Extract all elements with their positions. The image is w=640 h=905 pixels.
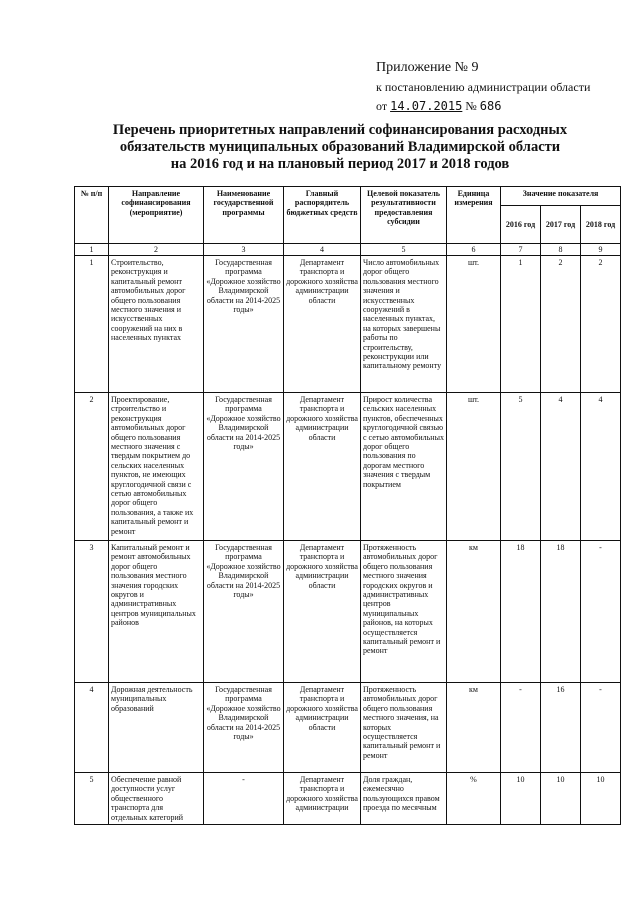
- resolution-number: 686: [479, 99, 502, 113]
- row-program: Государственная программа «Дорожное хозяйство Владимирской области на 2014-2025 годы»: [204, 683, 284, 773]
- header-year-2017: 2017 год: [541, 206, 581, 244]
- number-prefix: №: [465, 99, 477, 113]
- resolution-date: 14.07.2015: [390, 99, 463, 113]
- row-value-2016: 1: [501, 256, 541, 393]
- row-unit: шт.: [447, 256, 501, 393]
- row-unit: км: [447, 683, 501, 773]
- header-num: № п/п: [75, 187, 109, 244]
- row-direction: Строительство, реконструкция и капитальный ремонт автомобильных дорог общего пользования местного значения и искусственных сооружений на них в населенных пунктах: [109, 256, 204, 393]
- row-value-2018: -: [581, 683, 621, 773]
- row-value-2017: 16: [541, 683, 581, 773]
- row-manager: Департамент транспорта и дорожного хозяйства администрации области: [284, 683, 361, 773]
- column-number: 4: [284, 244, 361, 256]
- row-indicator: Протяженность автомобильных дорог общего пользования местного значения, на которых осуществляется капитальный ремонт и ремонт: [361, 683, 447, 773]
- row-indicator: Прирост количества сельских населенных пунктов, обеспеченных круглогодичной связью с сетью автомобильных дорог общего пользования по дорогам местного значения с твердым покрытием: [361, 393, 447, 541]
- row-program: Государственная программа «Дорожное хозяйство Владимирской области на 2014-2025 годы»: [204, 541, 284, 683]
- row-value-2016: 18: [501, 541, 541, 683]
- header-direction: Направление софинансирования (мероприятие): [109, 187, 204, 244]
- column-number: 3: [204, 244, 284, 256]
- row-manager: Департамент транспорта и дорожного хозяйства администрации: [284, 773, 361, 825]
- row-value-2016: 10: [501, 773, 541, 825]
- row-program: Государственная программа «Дорожное хозяйство Владимирской области на 2014-2025 годы»: [204, 256, 284, 393]
- title-line-2: обязательств муниципальных образований Владимирской области: [119, 139, 561, 155]
- row-value-2018: 4: [581, 393, 621, 541]
- row-manager: Департамент транспорта и дорожного хозяйства администрации области: [284, 541, 361, 683]
- header-unit: Единица измерения: [447, 187, 501, 244]
- column-number: 7: [501, 244, 541, 256]
- document-title: [60, 122, 620, 173]
- row-value-2016: 5: [501, 393, 541, 541]
- row-value-2018: 10: [581, 773, 621, 825]
- row-value-2016: -: [501, 683, 541, 773]
- table-row: [75, 541, 621, 683]
- row-direction: Обеспечение равной доступности услуг общественного транспорта для отдельных категорий: [109, 773, 204, 825]
- row-num: 1: [75, 256, 109, 393]
- row-indicator: Доля граждан, ежемесячно пользующихся правом проезда по месячным: [361, 773, 447, 825]
- row-num: 2: [75, 393, 109, 541]
- row-manager: Департамент транспорта и дорожного хозяйства администрации области: [284, 256, 361, 393]
- header-indicator: Целевой показатель результативности предоставления субсидии: [361, 187, 447, 244]
- column-number: 5: [361, 244, 447, 256]
- column-number: 9: [581, 244, 621, 256]
- header-program: Наименование государственной программы: [204, 187, 284, 244]
- row-indicator: Число автомобильных дорог общего пользования местного значения и искусственных сооружений в населенных пунктах, на которых завершены работы по строительству, реконструкции или капитальному ремонту: [361, 256, 447, 393]
- row-unit: км: [447, 541, 501, 683]
- row-program: Государственная программа «Дорожное хозяйство Владимирской области на 2014-2025 годы»: [204, 393, 284, 541]
- row-value-2017: 18: [541, 541, 581, 683]
- appendix-resolution: к постановлению администрации области: [376, 80, 591, 94]
- row-value-2017: 10: [541, 773, 581, 825]
- priority-table: [74, 186, 621, 825]
- header-year-2016: 2016 год: [501, 206, 541, 244]
- title-line-1: Перечень приоритетных направлений софинансирования расходных: [112, 122, 568, 138]
- date-prefix: от: [376, 99, 388, 113]
- row-indicator: Протяженность автомобильных дорог общего пользования местного значения городских округов и административных центров муниципальных районов, на которых осуществляется капитальный ремонт и ремонт: [361, 541, 447, 683]
- row-unit: шт.: [447, 393, 501, 541]
- column-number: 2: [109, 244, 204, 256]
- header-year-2018: 2018 год: [581, 206, 621, 244]
- column-number: 1: [75, 244, 109, 256]
- column-number: 8: [541, 244, 581, 256]
- table-row: [75, 773, 621, 825]
- header-values: Значение показателя: [501, 187, 621, 206]
- row-value-2018: 2: [581, 256, 621, 393]
- row-num: 3: [75, 541, 109, 683]
- row-num: 4: [75, 683, 109, 773]
- row-program: -: [204, 773, 284, 825]
- row-direction: Капитальный ремонт и ремонт автомобильных дорог общего пользования местного значения городских округов и административных центров муниципальных районов: [109, 541, 204, 683]
- appendix-number: Приложение № 9: [376, 60, 479, 75]
- table-row: [75, 256, 621, 393]
- row-manager: Департамент транспорта и дорожного хозяйства администрации области: [284, 393, 361, 541]
- row-num: 5: [75, 773, 109, 825]
- column-number: 6: [447, 244, 501, 256]
- column-numbers-row: [75, 244, 621, 256]
- header-manager: Главный распорядитель бюджетных средств: [284, 187, 361, 244]
- row-direction: Проектирование, строительство и реконструкция автомобильных дорог общего пользования местного значения с твердым покрытием до сельских населенных пунктов, не имеющих круглогодичной связи с сетью автомобильных дорог общего пользования, а также их капитальный ремонт и ремонт: [109, 393, 204, 541]
- row-value-2018: -: [581, 541, 621, 683]
- title-line-3: на 2016 год и на плановый период 2017 и 2018 годов: [170, 156, 510, 172]
- row-value-2017: 2: [541, 256, 581, 393]
- header-row: [75, 187, 621, 206]
- appendix-block: [376, 60, 626, 114]
- row-value-2017: 4: [541, 393, 581, 541]
- table-row: [75, 683, 621, 773]
- table-row: [75, 393, 621, 541]
- appendix-date-line: [376, 98, 626, 114]
- row-direction: Дорожная деятельность муниципальных образований: [109, 683, 204, 773]
- row-unit: %: [447, 773, 501, 825]
